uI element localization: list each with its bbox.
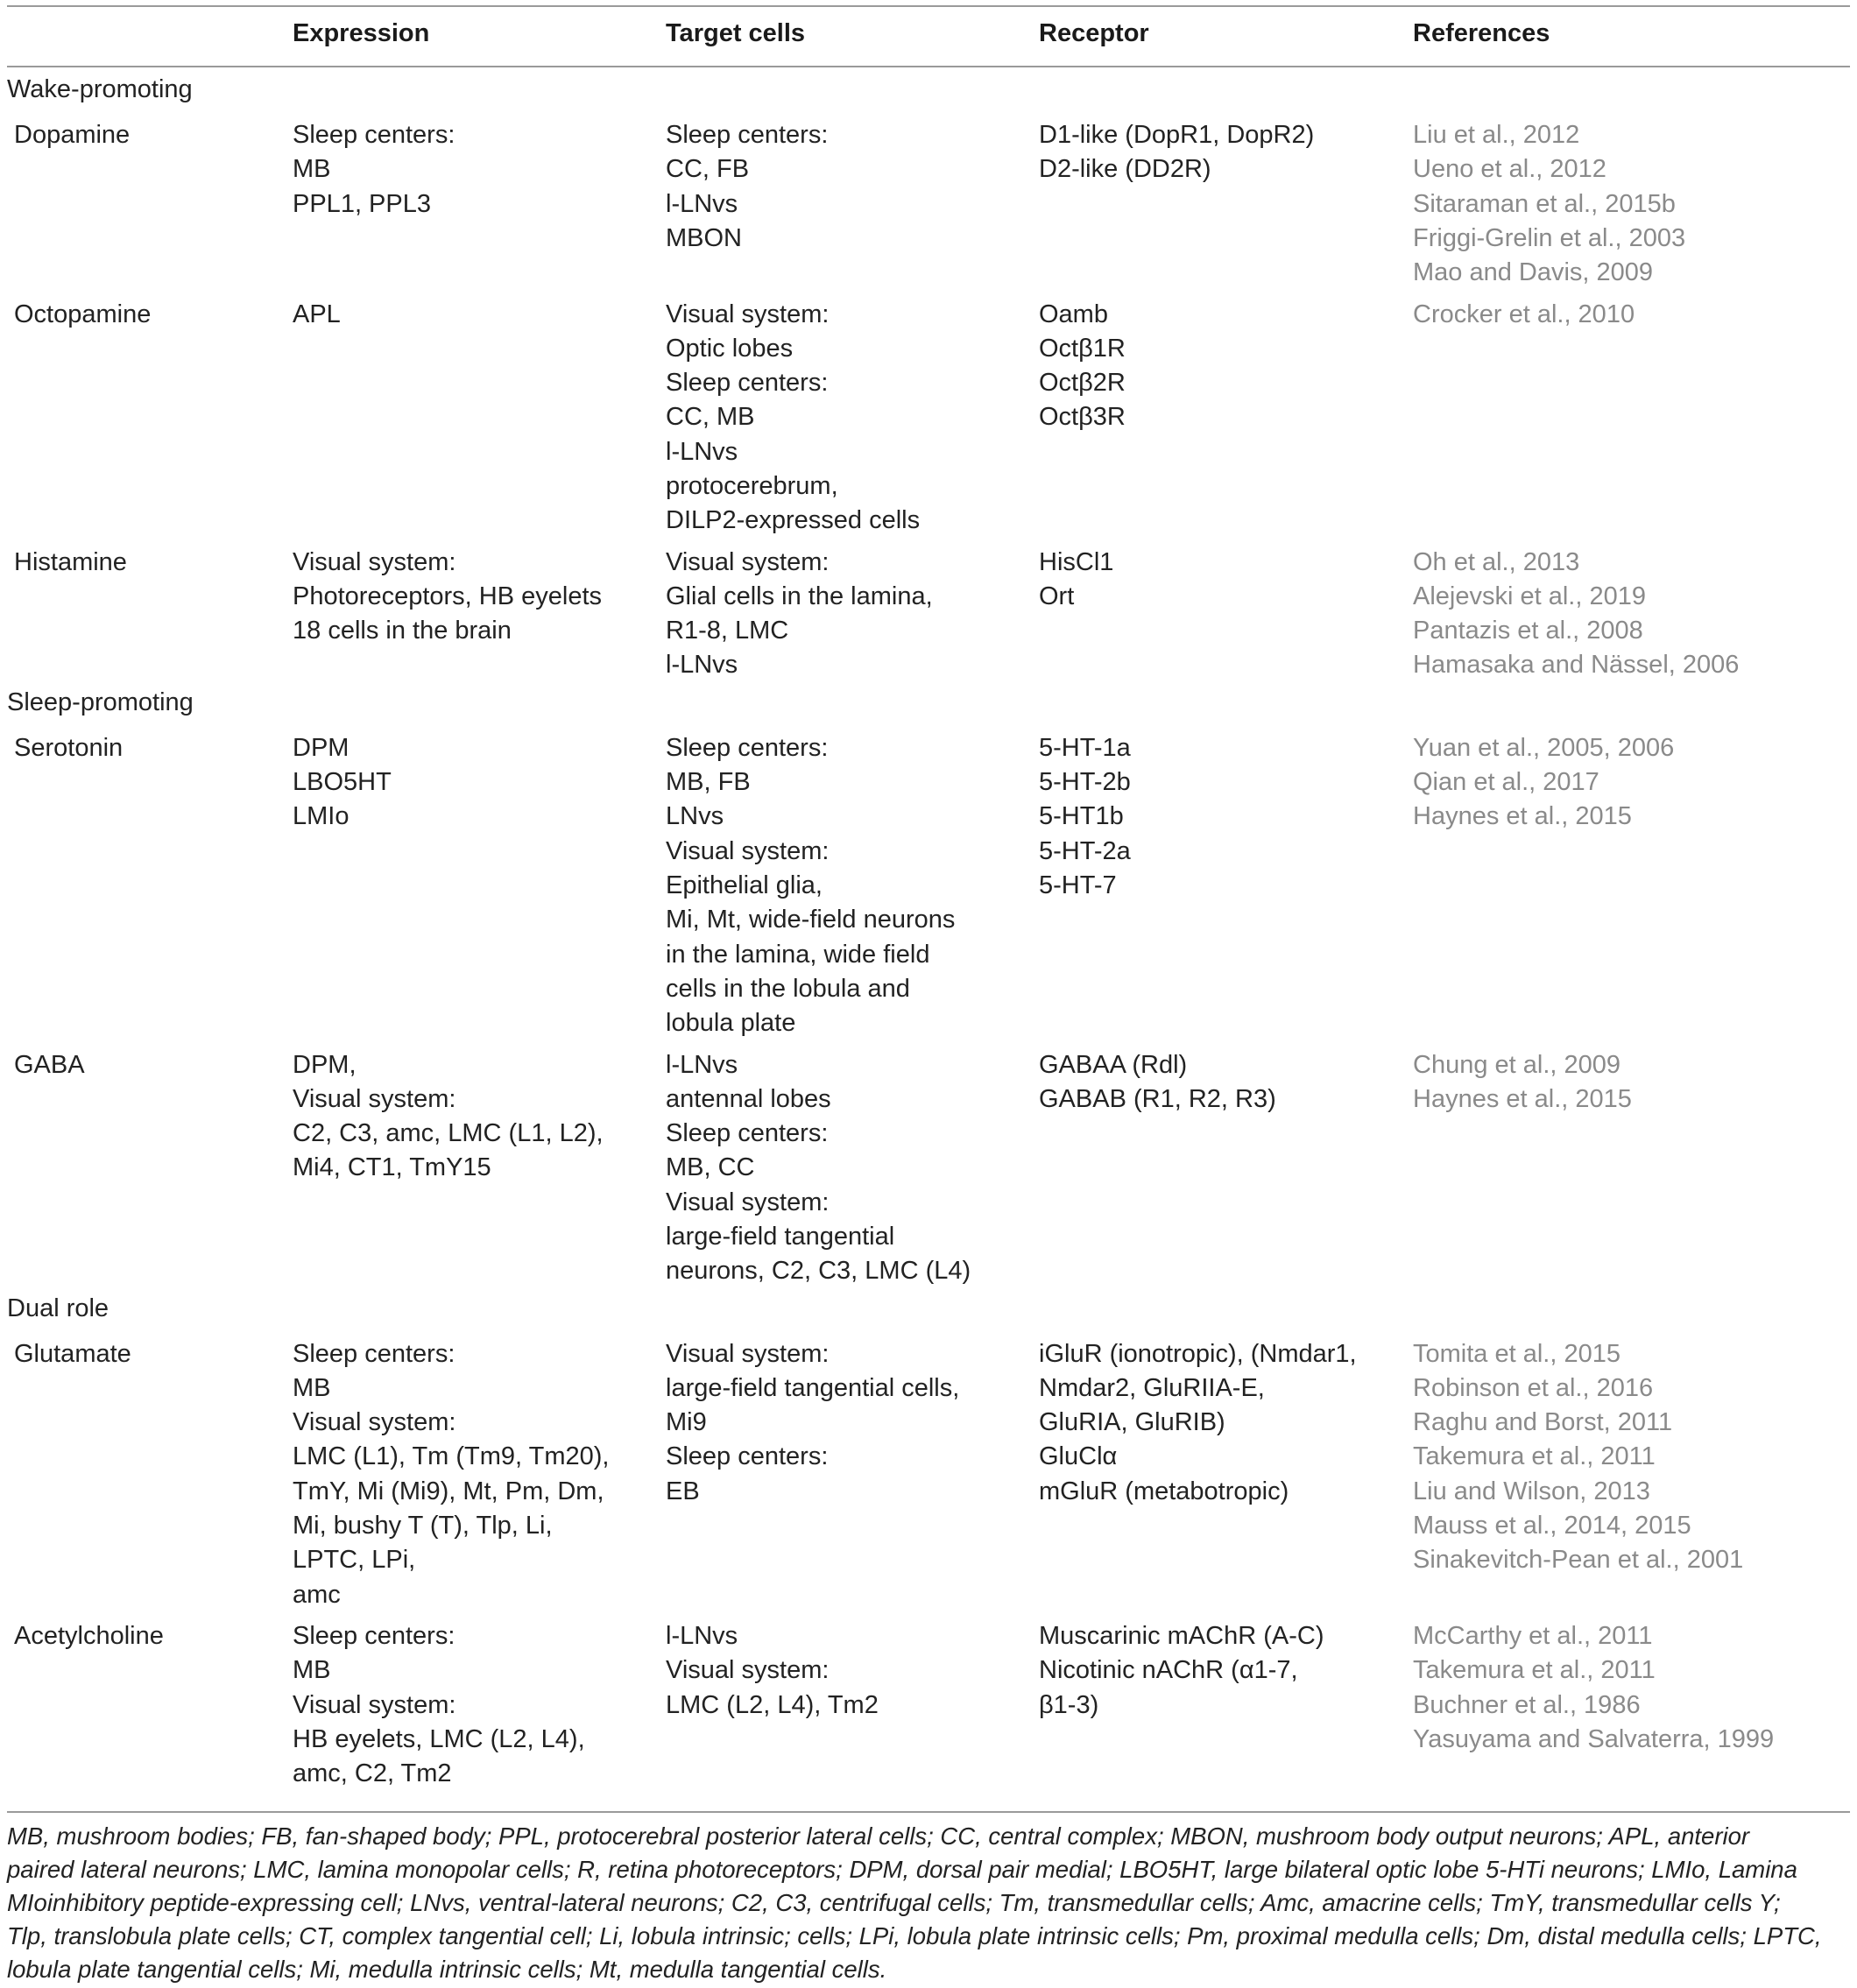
target-cells-cell-line: l-LNvs: [666, 437, 738, 466]
target-cells-cell-line: neurons, C2, C3, LMC (L4): [666, 1257, 971, 1286]
expression-cell-line: LMC (L1), Tm (Tm9, Tm20),: [293, 1442, 610, 1471]
target-cells-cell-line: CC, MB: [666, 403, 755, 432]
target-cells-cell-line: Sleep centers:: [666, 121, 829, 149]
receptor-cell: [1039, 1337, 1357, 1509]
row-name: Histamine: [14, 547, 127, 576]
expression-cell-line: Sleep centers:: [293, 121, 455, 149]
references-cell-line: Yuan et al., 2005, 2006: [1413, 733, 1675, 762]
expression-cell-line: LBO5HT: [293, 768, 392, 797]
references-cell-line: Mao and Davis, 2009: [1413, 258, 1654, 287]
receptor-cell-line: β1-3): [1039, 1690, 1099, 1719]
expression-cell-line: MB: [293, 155, 331, 184]
target-cells-cell-line: LNvs: [666, 802, 724, 831]
receptor-cell: [1039, 731, 1131, 903]
target-cells-cell-line: Glial cells in the lamina,: [666, 582, 933, 610]
references-cell: [1413, 546, 1739, 683]
references-cell: [1413, 1619, 1774, 1757]
receptor-cell-line: 5-HT-2a: [1039, 836, 1131, 865]
bottom-rule: [7, 1811, 1850, 1813]
references-cell-line: Takemura et al., 2011: [1413, 1656, 1656, 1685]
expression-cell: [293, 298, 341, 332]
expression-cell-line: C2, C3, amc, LMC (L1, L2),: [293, 1119, 604, 1148]
row-name: GABA: [14, 1050, 85, 1079]
receptor-cell-line: GluClα: [1039, 1442, 1118, 1471]
target-cells-cell-line: Visual system:: [666, 1339, 830, 1368]
expression-cell: [293, 1337, 609, 1612]
target-cells-cell-line: in the lamina, wide field: [666, 940, 930, 969]
footnote-line: MIoinhibitory peptide-expressing cell; LNvs, ventral-lateral neurons; C2, C3, centrifugal cells; Tm, transmedullar cells; Amc, amacrine cells; TmY, transmedullar cells Y;: [7, 1889, 1781, 1916]
references-cell-line: Yasuyama and Salvaterra, 1999: [1413, 1724, 1775, 1753]
target-cells-cell-line: lobula plate: [666, 1009, 796, 1038]
expression-cell-line: Photoreceptors, HB eyelets: [293, 582, 603, 610]
references-cell-line: Sitaraman et al., 2015b: [1413, 189, 1676, 218]
expression-cell-line: APL: [293, 300, 341, 328]
references-cell-line: Haynes et al., 2015: [1413, 802, 1632, 831]
receptor-cell-line: GABAB (R1, R2, R3): [1039, 1084, 1276, 1113]
target-cells-cell-line: Mi9: [666, 1408, 707, 1437]
target-cells-cell-line: Visual system:: [666, 300, 830, 328]
receptor-cell-line: Oamb: [1039, 300, 1108, 328]
expression-cell-line: 18 cells in the brain: [293, 617, 512, 645]
target-cells-cell-line: Sleep centers:: [666, 1442, 829, 1471]
expression-cell-line: Mi, bushy T (T), Tlp, Li,: [293, 1512, 553, 1540]
target-cells-cell-line: l-LNvs: [666, 1050, 738, 1079]
target-cells-cell-line: MB, FB: [666, 768, 751, 797]
references-cell-line: Takemura et al., 2011: [1413, 1442, 1656, 1471]
references-cell: [1413, 118, 1685, 290]
target-cells-cell-line: Optic lobes: [666, 334, 794, 363]
table-footnote: [7, 1820, 1850, 1986]
header-target-cells: Target cells: [666, 19, 806, 47]
references-cell-line: Liu and Wilson, 2013: [1413, 1477, 1650, 1505]
expression-cell-line: MB: [293, 1373, 331, 1402]
references-cell-line: McCarthy et al., 2011: [1413, 1622, 1653, 1650]
expression-cell-line: MB: [293, 1656, 331, 1685]
references-cell-line: Haynes et al., 2015: [1413, 1084, 1632, 1113]
expression-cell-line: DPM: [293, 733, 350, 762]
target-cells-cell-line: Sleep centers:: [666, 369, 829, 398]
references-cell: [1413, 731, 1674, 835]
expression-cell: [293, 1048, 604, 1186]
section-label: Wake-promoting: [7, 75, 193, 103]
receptor-cell-line: GluRIA, GluRIB): [1039, 1408, 1225, 1437]
target-cells-cell: [666, 298, 920, 539]
target-cells-cell-line: l-LNvs: [666, 189, 738, 218]
target-cells-cell-line: Visual system:: [666, 1188, 830, 1216]
expression-cell-line: amc: [293, 1580, 341, 1609]
expression-cell-line: HB eyelets, LMC (L2, L4),: [293, 1724, 585, 1753]
target-cells-cell-line: Visual system:: [666, 1656, 830, 1685]
expression-cell-line: Sleep centers:: [293, 1339, 455, 1368]
references-cell-line: Mauss et al., 2014, 2015: [1413, 1512, 1691, 1540]
target-cells-cell-line: EB: [666, 1477, 700, 1505]
expression-cell-line: Sleep centers:: [293, 1622, 455, 1650]
expression-cell-line: Mi4, CT1, TmY15: [293, 1153, 491, 1182]
target-cells-cell-line: l-LNvs: [666, 1622, 738, 1650]
expression-cell: [293, 118, 455, 222]
receptor-cell-line: HisCl1: [1039, 547, 1114, 576]
target-cells-cell-line: Sleep centers:: [666, 733, 829, 762]
target-cells-cell: [666, 546, 933, 683]
target-cells-cell-line: DILP2-expressed cells: [666, 506, 921, 535]
receptor-cell-line: D2-like (DD2R): [1039, 155, 1211, 184]
target-cells-cell: [666, 1048, 971, 1289]
receptor-cell: [1039, 298, 1126, 435]
references-cell-line: Alejevski et al., 2019: [1413, 582, 1646, 610]
references-cell-line: Oh et al., 2013: [1413, 547, 1580, 576]
references-cell-line: Liu et al., 2012: [1413, 121, 1580, 149]
references-cell-line: Hamasaka and Nässel, 2006: [1413, 651, 1740, 680]
expression-cell-line: LMIo: [293, 802, 350, 831]
receptor-cell-line: 5-HT1b: [1039, 802, 1124, 831]
references-cell-line: Pantazis et al., 2008: [1413, 617, 1643, 645]
target-cells-cell: [666, 1337, 959, 1509]
target-cells-cell-line: MBON: [666, 223, 742, 252]
header-rule: [7, 66, 1850, 67]
row-name: Dopamine: [14, 121, 131, 149]
receptor-cell-line: 5-HT-2b: [1039, 768, 1131, 797]
references-cell: [1413, 1337, 1743, 1578]
target-cells-cell-line: Sleep centers:: [666, 1119, 829, 1148]
expression-cell-line: Visual system:: [293, 547, 456, 576]
expression-cell-line: DPM,: [293, 1050, 357, 1079]
references-cell-line: Buchner et al., 1986: [1413, 1690, 1641, 1719]
receptor-cell: [1039, 1048, 1276, 1117]
target-cells-cell-line: protocerebrum,: [666, 471, 838, 500]
expression-cell-line: Visual system:: [293, 1408, 456, 1437]
receptor-cell-line: Muscarinic mAChR (A-C): [1039, 1622, 1324, 1650]
references-cell-line: Qian et al., 2017: [1413, 768, 1599, 797]
receptor-cell-line: 5-HT-7: [1039, 871, 1117, 899]
target-cells-cell-line: cells in the lobula and: [666, 974, 910, 1003]
references-cell-line: Robinson et al., 2016: [1413, 1373, 1654, 1402]
references-cell-line: Chung et al., 2009: [1413, 1050, 1621, 1079]
receptor-cell-line: Nicotinic nAChR (α1-7,: [1039, 1656, 1298, 1685]
header-receptor: Receptor: [1039, 19, 1149, 47]
expression-cell-line: Visual system:: [293, 1690, 456, 1719]
receptor-cell-line: GABAA (Rdl): [1039, 1050, 1188, 1079]
footnote-line: paired lateral neurons; LMC, lamina monopolar cells; R, retina photoreceptors; DPM, dorsal pair medial; LBO5HT, large bilateral optic lobe 5-HTi neurons; LMIo, Lamina: [7, 1856, 1797, 1883]
footnote-line: Tlp, translobula plate cells; CT, complex tangential cell; Li, lobula intrinsic; cells; LPi, lobula plate intrinsic cells; Pm, proximal medulla cells; Dm, distal medulla cells; LPTC,: [7, 1922, 1822, 1949]
table-header: [0, 16, 1857, 58]
references-cell-line: Raghu and Borst, 2011: [1413, 1408, 1673, 1437]
expression-cell: [293, 1619, 585, 1791]
receptor-cell-line: Ort: [1039, 582, 1075, 610]
target-cells-cell-line: large-field tangential cells,: [666, 1373, 960, 1402]
header-expression: Expression: [293, 19, 430, 47]
references-cell-line: Friggi-Grelin et al., 2003: [1413, 223, 1686, 252]
expression-cell: [293, 731, 392, 835]
target-cells-cell-line: large-field tangential: [666, 1222, 895, 1251]
expression-cell-line: TmY, Mi (Mi9), Mt, Pm, Dm,: [293, 1477, 604, 1505]
target-cells-cell-line: Visual system:: [666, 547, 830, 576]
target-cells-cell: [666, 118, 828, 256]
top-rule: [7, 5, 1850, 7]
references-cell-line: Crocker et al., 2010: [1413, 300, 1635, 328]
receptor-cell-line: D1-like (DopR1, DopR2): [1039, 121, 1315, 149]
receptor-cell-line: iGluR (ionotropic), (Nmdar1,: [1039, 1339, 1357, 1368]
row-name: Acetylcholine: [14, 1622, 164, 1650]
receptor-cell: [1039, 118, 1314, 187]
row-name: Glutamate: [14, 1339, 131, 1368]
references-cell-line: Ueno et al., 2012: [1413, 155, 1606, 184]
receptor-cell-line: Nmdar2, GluRIIA-E,: [1039, 1373, 1265, 1402]
target-cells-cell-line: LMC (L2, L4), Tm2: [666, 1690, 879, 1719]
receptor-cell: [1039, 546, 1113, 615]
receptor-cell-line: mGluR (metabotropic): [1039, 1477, 1289, 1505]
references-cell-line: Sinakevitch-Pean et al., 2001: [1413, 1546, 1744, 1575]
row-name: Serotonin: [14, 733, 124, 762]
receptor-cell-line: Octβ3R: [1039, 403, 1126, 432]
target-cells-cell-line: R1-8, LMC: [666, 617, 789, 645]
target-cells-cell-line: Mi, Mt, wide-field neurons: [666, 906, 956, 934]
expression-cell-line: amc, C2, Tm2: [293, 1759, 452, 1788]
footnote-line: MB, mushroom bodies; FB, fan-shaped body; PPL, protocerebral posterior lateral cells; CC, central complex; MBON, mushroom body output neurons; APL, anterior: [7, 1822, 1750, 1850]
expression-cell-line: Visual system:: [293, 1084, 456, 1113]
target-cells-cell-line: MB, CC: [666, 1153, 755, 1182]
target-cells-cell-line: l-LNvs: [666, 651, 738, 680]
section-label: Dual role: [7, 1294, 109, 1322]
references-cell: [1413, 298, 1635, 332]
target-cells-cell-line: Visual system:: [666, 836, 830, 865]
receptor-cell: [1039, 1619, 1324, 1723]
receptor-cell-line: Octβ2R: [1039, 369, 1126, 398]
expression-cell: [293, 546, 602, 649]
receptor-cell-line: Octβ1R: [1039, 334, 1126, 363]
section-label: Sleep-promoting: [7, 687, 194, 716]
target-cells-cell-line: Epithelial glia,: [666, 871, 823, 899]
references-cell-line: Tomita et al., 2015: [1413, 1339, 1620, 1368]
target-cells-cell: [666, 731, 955, 1041]
expression-cell-line: LPTC, LPi,: [293, 1546, 416, 1575]
target-cells-cell-line: antennal lobes: [666, 1084, 831, 1113]
footnote-line: lobula plate tangential cells; Mi, medulla intrinsic cells; Mt, medulla tangential cells.: [7, 1956, 887, 1983]
receptor-cell-line: 5-HT-1a: [1039, 733, 1131, 762]
references-cell: [1413, 1048, 1632, 1117]
target-cells-cell: [666, 1619, 879, 1723]
row-name: Octopamine: [14, 300, 152, 328]
target-cells-cell-line: CC, FB: [666, 155, 750, 184]
header-references: References: [1413, 19, 1550, 47]
expression-cell-line: PPL1, PPL3: [293, 189, 431, 218]
